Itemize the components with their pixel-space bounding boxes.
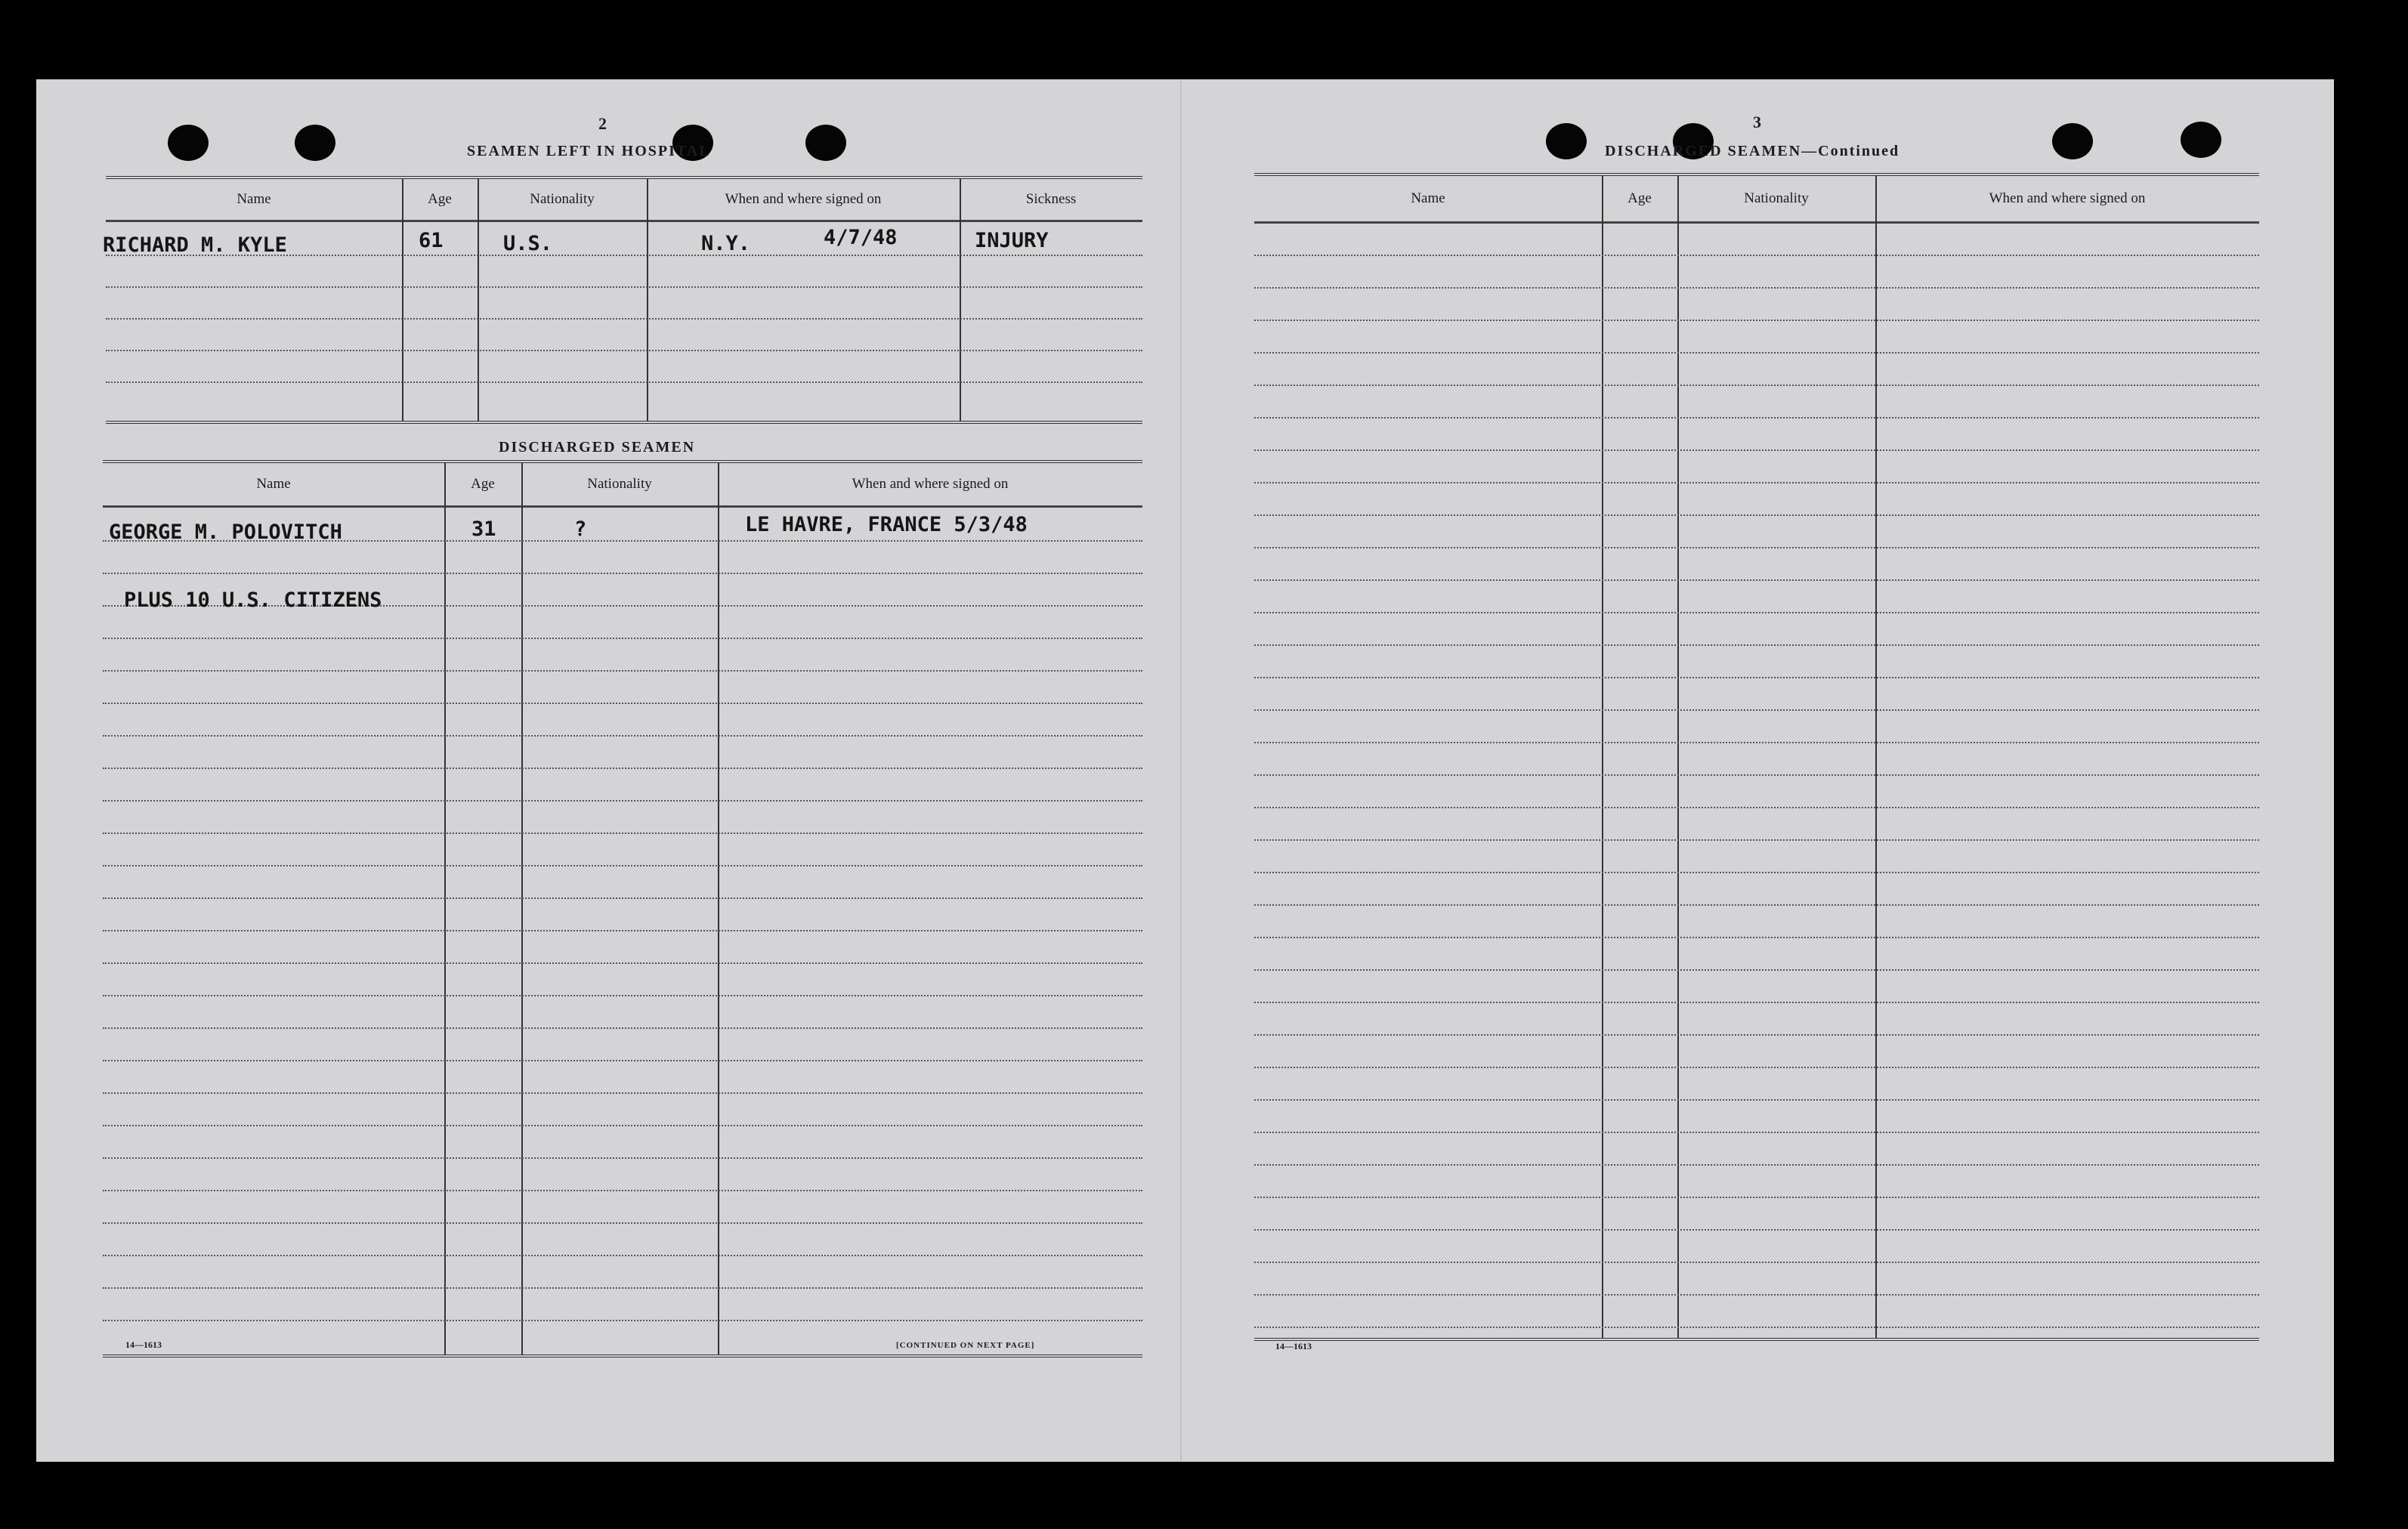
discharged-entry-name: GEORGE M. POLOVITCH (109, 520, 342, 544)
punch-hole (295, 125, 335, 161)
ruled-line (103, 800, 1142, 802)
ruled-line (103, 930, 1142, 931)
column-header-name: Name (256, 476, 291, 492)
column-header-age: Age (428, 191, 452, 207)
column-header-nationality: Nationality (587, 476, 652, 492)
ruled-line (1254, 839, 2259, 841)
ruled-line (103, 573, 1142, 574)
hospital-entry-nationality: U.S. (503, 232, 553, 255)
ruled-line (1254, 449, 2259, 451)
ruled-line (1254, 255, 2259, 256)
ruled-line (103, 1060, 1142, 1061)
column-header-age: Age (1627, 190, 1652, 206)
ruled-line (1254, 352, 2259, 354)
ruled-line (1254, 1002, 2259, 1003)
discharged-continued-table (1254, 173, 2259, 1341)
continued-note: [CONTINUED ON NEXT PAGE] (896, 1341, 1035, 1350)
ruled-line (1254, 709, 2259, 711)
ruled-line (103, 1027, 1142, 1029)
form-number: 14—1613 (1275, 1341, 1312, 1351)
punch-hole (2052, 123, 2093, 159)
punch-hole (805, 125, 846, 161)
hospital-entry-sickness: INJURY (975, 229, 1049, 252)
hospital-table-header (106, 179, 1142, 222)
column-divider (647, 179, 648, 421)
ruled-line (106, 350, 1142, 351)
section-title: DISCHARGED SEAMEN—Continued (1605, 143, 1900, 159)
ruled-line (1254, 612, 2259, 613)
form-number: 14—1613 (125, 1339, 162, 1350)
column-divider (718, 463, 719, 1354)
discharged-note: PLUS 10 U.S. CITIZENS (124, 588, 382, 612)
ruled-line (103, 1320, 1142, 1321)
column-header-name: Name (1411, 190, 1445, 206)
page-number: 2 (598, 114, 607, 133)
ruled-line (1254, 872, 2259, 873)
ruled-line (1254, 547, 2259, 548)
ruled-line (103, 703, 1142, 704)
ruled-line (103, 1190, 1142, 1191)
ruled-line (1254, 320, 2259, 321)
ruled-line (1254, 1034, 2259, 1036)
column-header-name: Name (236, 191, 271, 207)
ruled-line (1254, 677, 2259, 678)
punch-hole (1546, 123, 1587, 159)
column-header-nationality: Nationality (530, 191, 595, 207)
ruled-line (1254, 482, 2259, 483)
ruled-line (1254, 742, 2259, 743)
page-number: 3 (1753, 113, 1762, 131)
column-header-signed-on: When and where signed on (852, 476, 1009, 492)
ruled-line (1254, 287, 2259, 289)
ruled-line (1254, 807, 2259, 808)
column-header-age: Age (471, 476, 495, 492)
ruled-line (103, 1125, 1142, 1126)
ruled-line (1254, 579, 2259, 581)
ruled-line (1254, 1294, 2259, 1296)
discharged-table-header (103, 463, 1142, 508)
column-divider (960, 179, 961, 421)
right-page (1180, 79, 2334, 1462)
discharged-entry-signed-on: LE HAVRE, FRANCE 5/3/48 (745, 513, 1028, 536)
discharged-table (103, 460, 1142, 1358)
hospital-entry-age: 61 (419, 229, 444, 252)
ruled-line (1254, 774, 2259, 776)
ruled-line (103, 962, 1142, 964)
ruled-line (1254, 937, 2259, 938)
ruled-line (103, 735, 1142, 737)
punch-hole (2181, 122, 2221, 158)
ruled-line (103, 832, 1142, 834)
discharged-section-title: DISCHARGED SEAMEN (499, 439, 696, 456)
ruled-line (103, 897, 1142, 899)
left-page (36, 79, 1185, 1462)
ruled-line (106, 381, 1142, 383)
ruled-line (103, 1092, 1142, 1094)
column-header-signed-on: When and where signed on (725, 191, 882, 207)
ruled-line (1254, 1327, 2259, 1328)
punch-hole (168, 125, 209, 161)
ruled-line (103, 865, 1142, 866)
discharged-entry-age: 31 (471, 517, 496, 541)
ruled-line (103, 1157, 1142, 1159)
ruled-line (1254, 385, 2259, 386)
ruled-line (103, 995, 1142, 996)
ruled-line (1254, 904, 2259, 906)
hospital-table (103, 176, 1142, 424)
ruled-line (103, 768, 1142, 769)
column-header-sickness: Sickness (1025, 191, 1077, 207)
column-divider (402, 179, 403, 421)
ruled-line (1254, 1197, 2259, 1198)
ruled-line (103, 1222, 1142, 1224)
column-divider (521, 463, 523, 1354)
column-divider (444, 463, 446, 1354)
ruled-line (103, 1255, 1142, 1256)
ruled-line (1254, 969, 2259, 971)
discharged-entry-nationality: ? (574, 517, 587, 541)
ruled-line (103, 638, 1142, 639)
ruled-line (1254, 1229, 2259, 1231)
ruled-line (103, 670, 1142, 672)
hospital-entry-name: RICHARD M. KYLE (103, 233, 287, 257)
ruled-line (1254, 1262, 2259, 1263)
ruled-line (1254, 514, 2259, 516)
hospital-entry-place: N.Y. (701, 232, 751, 255)
ruled-line (1254, 1099, 2259, 1101)
ruled-line (1254, 644, 2259, 646)
table-header (1254, 176, 2259, 224)
ruled-line (1254, 1164, 2259, 1166)
hospital-entry-date: 4/7/48 (824, 226, 898, 249)
ruled-line (1254, 1067, 2259, 1068)
ruled-line (1254, 1132, 2259, 1133)
column-header-signed-on: When and where signed on (1989, 190, 2146, 206)
ruled-line (1254, 417, 2259, 419)
ruled-line (106, 286, 1142, 288)
ruled-line (106, 318, 1142, 320)
column-header-nationality: Nationality (1744, 190, 1809, 206)
ruled-line (103, 1287, 1142, 1289)
hospital-section-title: SEAMEN LEFT IN HOSPITAL (467, 143, 711, 159)
column-divider (478, 179, 479, 421)
